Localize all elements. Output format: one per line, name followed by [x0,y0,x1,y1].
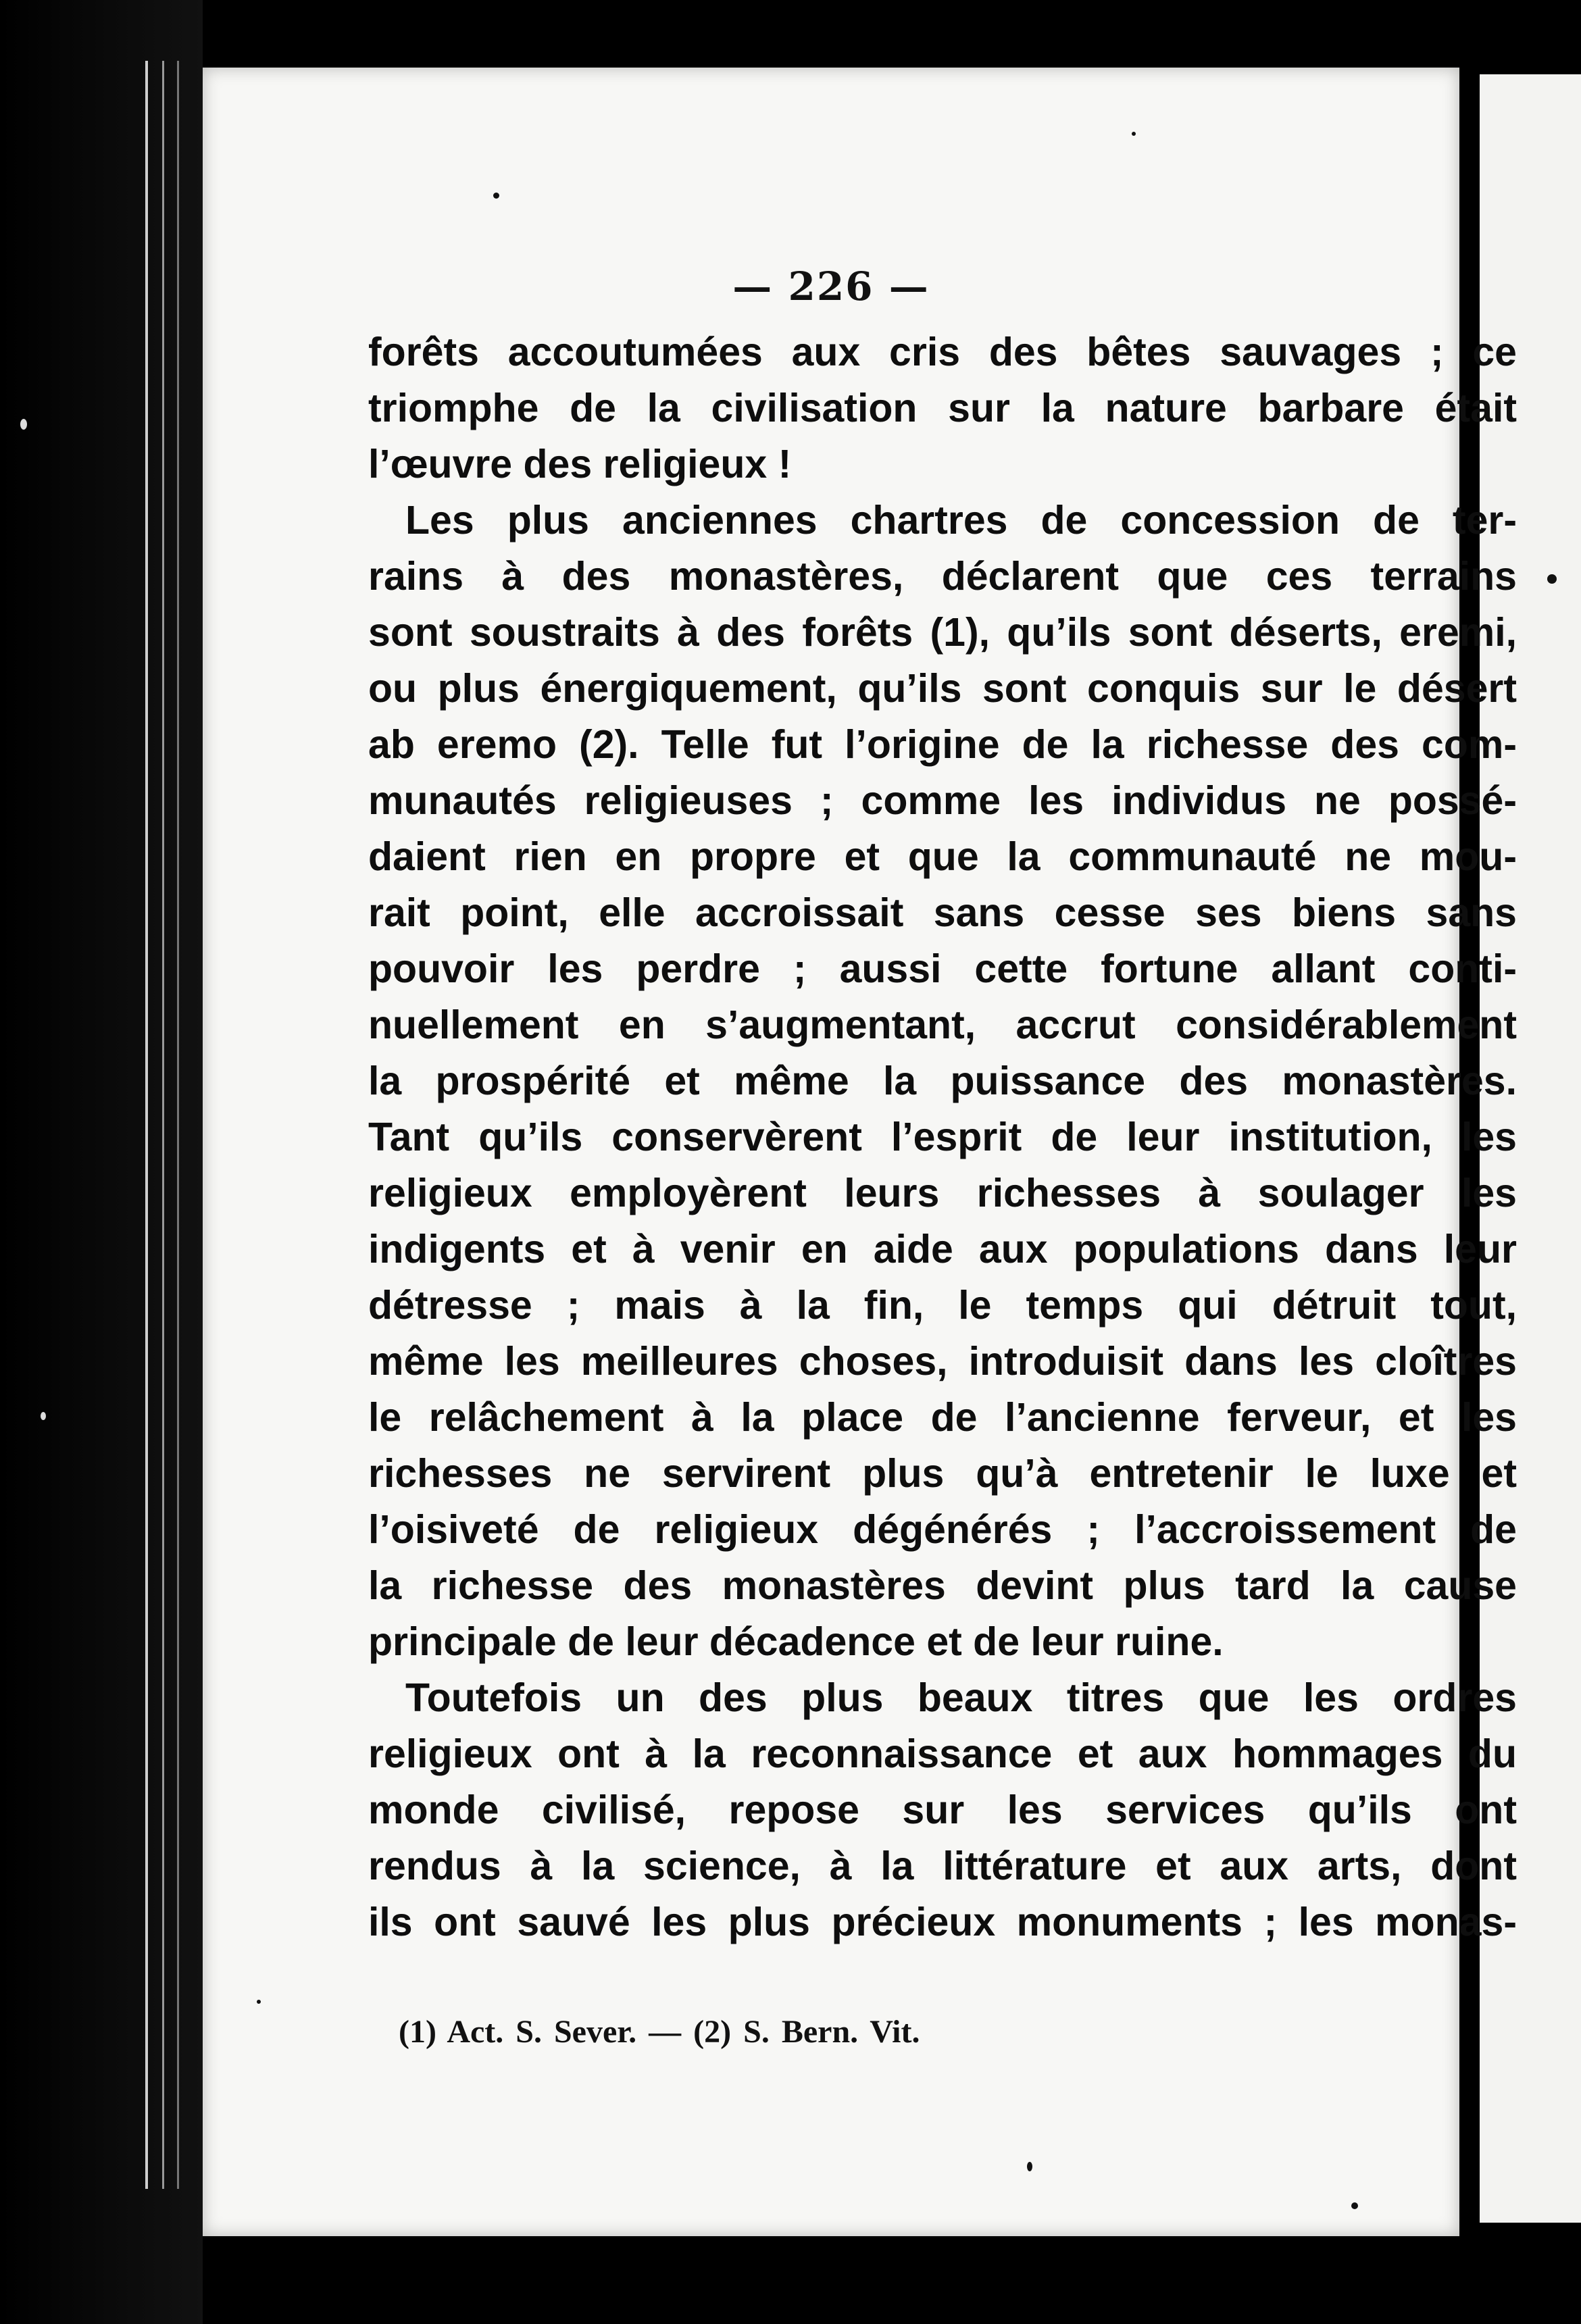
page-number: — 226 — [732,263,930,309]
text-line: sont soustraits à des forêts (1), qu’ils sont déserts, eremi, [368,610,1517,655]
text-line: ou plus énergiquement, qu’ils sont conquis sur le désert [368,666,1517,711]
text-line: triomphe de la civilisation sur la nature barbare était [368,386,1517,430]
text-line: ab eremo (2). Telle fut l’origine de la richesse des com- [368,722,1517,767]
text-line: rait point, elle accroissait sans cesse ses biens sans [368,890,1517,935]
text-line: même les meilleures choses, introduisit dans les cloîtres [368,1339,1517,1384]
text-line: religieux ont à la reconnaissance et aux hommages du [368,1732,1517,1776]
scan-speck [1027,2162,1032,2171]
text-line: rains à des monastères, déclarent que ces terrains [368,554,1517,599]
text-line: religieux employèrent leurs richesses à soulager les [368,1171,1517,1215]
text-line: l’oisiveté de religieux dégénérés ; l’accroissement de [368,1507,1517,1552]
book-page [203,68,1517,2236]
scan-dark-margin [0,0,203,2324]
text-line: la prospérité et même la puissance des monastères. [368,1059,1517,1103]
scan-speck [1132,132,1136,136]
text-line: le relâchement à la place de l’ancienne ferveur, et les [368,1395,1517,1440]
text-line: indigents et à venir en aide aux populations dans leur [368,1227,1517,1271]
text-line: forêts accoutumées aux cris des bêtes sauvages ; ce [368,330,1517,374]
text-line: monde civilisé, repose sur les services qu’ils ont [368,1788,1517,1832]
scan-speck [257,2000,261,2004]
text-line: principale de leur décadence et de leur ruine. [368,1619,1224,1664]
scan-page-edge-line [177,61,179,2189]
text-line: Toutefois un des plus beaux titres que les ordres [405,1675,1517,1720]
scan-speck [1351,2202,1358,2209]
text-line: richesses ne servirent plus qu’à entretenir le luxe et [368,1451,1517,1496]
scan-page-edge-line [145,61,148,2189]
footnotes: (1) Act. S. Sever. — (2) S. Bern. Vit. [399,2014,920,2050]
text-line: munautés religieuses ; comme les individus ne possé- [368,778,1517,823]
text-line: l’œuvre des religieux ! [368,442,792,486]
text-line: rendus à la science, à la littérature et aux arts, dont [368,1844,1517,1888]
scan-speck [41,1412,46,1420]
scan-speck [1547,574,1557,584]
text-line: nuellement en s’augmentant, accrut considérablement [368,1003,1517,1047]
text-line: la richesse des monastères devint plus tard la cause [368,1563,1517,1608]
text-line: daient rien en propre et que la communauté ne mou- [368,834,1517,879]
scan-page-edge-line [162,61,164,2189]
text-line: Les plus anciennes chartres de concession de ter- [405,498,1517,542]
body-text [368,324,1517,1950]
text-line: Tant qu’ils conservèrent l’esprit de leur institution, les [368,1115,1517,1159]
text-line: détresse ; mais à la fin, le temps qui détruit tout, [368,1283,1517,1328]
text-line: pouvoir les perdre ; aussi cette fortune allant conti- [368,946,1517,991]
scan-speck [20,419,27,430]
text-line: ils ont sauvé les plus précieux monuments ; les monas- [368,1900,1517,1944]
scan-speck [493,193,499,199]
